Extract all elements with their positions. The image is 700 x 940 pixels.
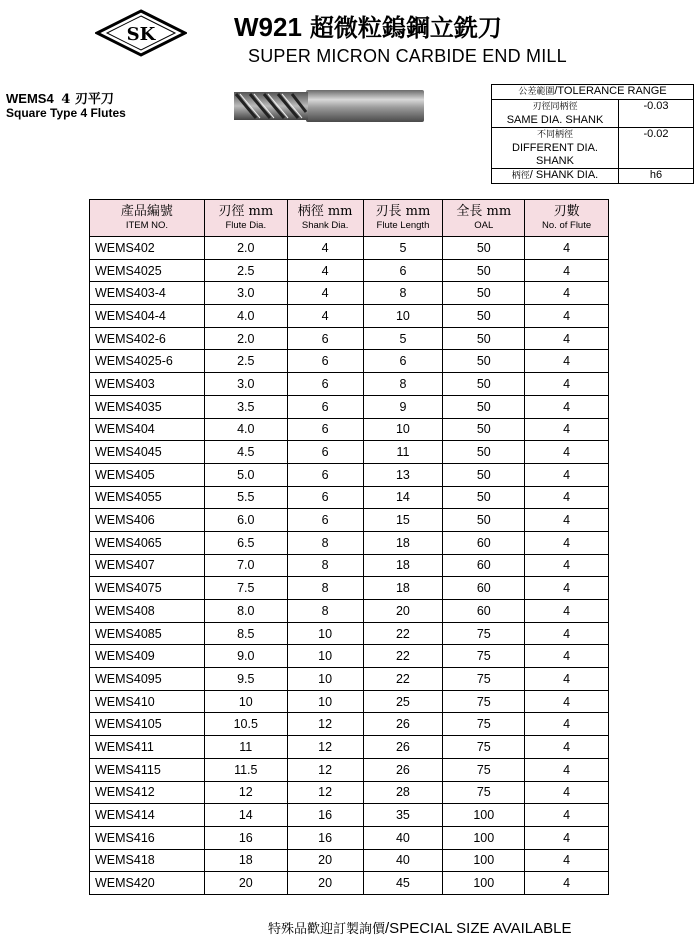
table-cell: 4: [525, 259, 609, 282]
table-cell: 20: [204, 872, 287, 895]
column-header-cn: 刃長 mm: [375, 204, 431, 219]
table-cell: WEMS404: [90, 418, 205, 441]
table-cell: 4: [525, 554, 609, 577]
table-cell: WEMS402-6: [90, 327, 205, 350]
table-cell: 60: [443, 577, 525, 600]
table-cell: 6: [287, 373, 363, 396]
table-cell: 18: [363, 577, 443, 600]
table-cell: 4: [525, 804, 609, 827]
column-header-cn: 刃徑 mm: [218, 204, 274, 219]
table-cell: 40: [363, 826, 443, 849]
table-cell: 4: [525, 736, 609, 759]
table-cell: 11.5: [204, 758, 287, 781]
table-cell: 4: [525, 395, 609, 418]
table-cell: 10: [287, 622, 363, 645]
table-cell: 50: [443, 237, 525, 260]
table-cell: 4: [287, 259, 363, 282]
table-cell: 25: [363, 690, 443, 713]
table-cell: 10: [204, 690, 287, 713]
table-cell: 5: [363, 327, 443, 350]
table-body: [90, 237, 609, 895]
table-cell: WEMS407: [90, 554, 205, 577]
table-cell: 16: [287, 804, 363, 827]
table-cell: 4: [525, 282, 609, 305]
table-cell: 75: [443, 645, 525, 668]
table-cell: 16: [204, 826, 287, 849]
table-cell: 28: [363, 781, 443, 804]
table-cell: 20: [287, 872, 363, 895]
table-row: [90, 305, 609, 328]
table-cell: WEMS418: [90, 849, 205, 872]
tolerance-value: h6: [619, 169, 694, 184]
table-cell: 18: [363, 531, 443, 554]
table-cell: 4.0: [204, 418, 287, 441]
table-cell: 14: [204, 804, 287, 827]
table-cell: 6: [363, 259, 443, 282]
table-cell: WEMS405: [90, 463, 205, 486]
table-row: [90, 758, 609, 781]
table-cell: 4: [287, 237, 363, 260]
table-cell: WEMS4025-6: [90, 350, 205, 373]
table-cell: 60: [443, 600, 525, 623]
column-header-en: ITEM NO.: [125, 220, 169, 231]
model-code: W921: [234, 12, 302, 42]
column-header: [443, 200, 525, 237]
table-row: [90, 668, 609, 691]
table-row: [90, 872, 609, 895]
table-cell: 11: [363, 441, 443, 464]
table-cell: 7.5: [204, 577, 287, 600]
table-cell: 4: [525, 305, 609, 328]
table-row: [90, 849, 609, 872]
table-cell: WEMS4115: [90, 758, 205, 781]
table-cell: 50: [443, 282, 525, 305]
table-row: [90, 736, 609, 759]
tolerance-label: 刃徑同柄徑 SAME DIA. SHANK: [492, 100, 619, 128]
table-cell: WEMS4075: [90, 577, 205, 600]
table-cell: 75: [443, 713, 525, 736]
table-cell: 8: [363, 282, 443, 305]
table-cell: 75: [443, 758, 525, 781]
table-cell: 2.0: [204, 327, 287, 350]
flutes-cn: 4 刃平刀: [61, 92, 114, 107]
table-cell: 8: [287, 531, 363, 554]
table-cell: WEMS411: [90, 736, 205, 759]
column-header-cn: 產品編號: [120, 204, 173, 219]
table-cell: 2.0: [204, 237, 287, 260]
table-cell: 10: [287, 645, 363, 668]
table-cell: 6: [287, 418, 363, 441]
column-header-en: No. of Flute: [542, 220, 592, 231]
table-cell: 16: [287, 826, 363, 849]
table-cell: 13: [363, 463, 443, 486]
table-row: [90, 531, 609, 554]
table-cell: 4: [525, 577, 609, 600]
table-cell: 6: [287, 509, 363, 532]
end-mill-image: [226, 84, 426, 128]
table-cell: 4: [525, 237, 609, 260]
table-cell: 6: [287, 441, 363, 464]
table-cell: 8.0: [204, 600, 287, 623]
table-cell: 4.5: [204, 441, 287, 464]
table-cell: 22: [363, 622, 443, 645]
table-cell: 4: [525, 350, 609, 373]
table-cell: 6.0: [204, 509, 287, 532]
table-cell: 10: [363, 418, 443, 441]
table-cell: WEMS4085: [90, 622, 205, 645]
table-cell: 75: [443, 781, 525, 804]
table-cell: 2.5: [204, 259, 287, 282]
table-cell: 50: [443, 373, 525, 396]
table-cell: 2.5: [204, 350, 287, 373]
table-cell: 100: [443, 826, 525, 849]
table-cell: 4: [525, 327, 609, 350]
column-header-en: OAL: [474, 220, 494, 231]
column-header-en: Flute Length: [376, 220, 430, 231]
table-cell: 6: [363, 350, 443, 373]
table-cell: WEMS4105: [90, 713, 205, 736]
table-cell: 75: [443, 668, 525, 691]
table-cell: 5: [363, 237, 443, 260]
table-cell: 75: [443, 622, 525, 645]
table-cell: 4: [525, 826, 609, 849]
table-row: [90, 826, 609, 849]
table-cell: 9: [363, 395, 443, 418]
table-cell: WEMS4095: [90, 668, 205, 691]
table-row: [90, 350, 609, 373]
series-code: WEMS4: [6, 91, 54, 106]
tolerance-value: -0.02: [619, 128, 694, 169]
table-cell: 8.5: [204, 622, 287, 645]
table-cell: 4: [525, 872, 609, 895]
table-header-row: [90, 200, 609, 237]
table-row: [90, 373, 609, 396]
table-row: [90, 282, 609, 305]
table-cell: 12: [287, 758, 363, 781]
table-cell: 40: [363, 849, 443, 872]
table-cell: 3.0: [204, 282, 287, 305]
table-cell: 8: [287, 600, 363, 623]
table-cell: 6.5: [204, 531, 287, 554]
table-cell: 10: [363, 305, 443, 328]
table-cell: 75: [443, 736, 525, 759]
table-cell: 75: [443, 690, 525, 713]
table-cell: 10.5: [204, 713, 287, 736]
table-cell: 9.0: [204, 645, 287, 668]
table-cell: 45: [363, 872, 443, 895]
table-cell: 12: [287, 781, 363, 804]
table-cell: 50: [443, 350, 525, 373]
table-cell: 5.5: [204, 486, 287, 509]
table-cell: 35: [363, 804, 443, 827]
table-cell: 4: [525, 463, 609, 486]
table-cell: 50: [443, 486, 525, 509]
table-cell: 18: [363, 554, 443, 577]
table-row: [90, 441, 609, 464]
table-cell: 8: [363, 373, 443, 396]
table-cell: 20: [287, 849, 363, 872]
table-row: [90, 509, 609, 532]
table-cell: WEMS402: [90, 237, 205, 260]
spec-table: [89, 199, 609, 895]
table-cell: 8: [287, 577, 363, 600]
table-row: [90, 690, 609, 713]
table-row: [90, 781, 609, 804]
sk-logo: [95, 9, 187, 57]
logo-text: SK: [126, 24, 156, 45]
table-cell: 4: [525, 622, 609, 645]
table-cell: 6: [287, 463, 363, 486]
title-en: SUPER MICRON CARBIDE END MILL: [248, 46, 567, 66]
table-cell: 4: [525, 758, 609, 781]
table-cell: 50: [443, 395, 525, 418]
table-cell: 26: [363, 713, 443, 736]
table-cell: 12: [287, 736, 363, 759]
table-row: [90, 259, 609, 282]
table-cell: 26: [363, 736, 443, 759]
table-cell: 5.0: [204, 463, 287, 486]
column-header-cn: 刃數: [553, 204, 580, 219]
table-cell: WEMS4045: [90, 441, 205, 464]
table-cell: 14: [363, 486, 443, 509]
column-header-en: Shank Dia.: [301, 220, 349, 231]
product-type: Square Type 4 Flutes: [6, 106, 126, 120]
table-cell: 22: [363, 668, 443, 691]
table-cell: WEMS420: [90, 872, 205, 895]
column-header-cn: 全長 mm: [456, 204, 512, 219]
table-cell: 60: [443, 554, 525, 577]
table-cell: 4: [525, 668, 609, 691]
table-cell: 3.0: [204, 373, 287, 396]
table-cell: 4.0: [204, 305, 287, 328]
table-cell: 4: [525, 441, 609, 464]
table-cell: 4: [525, 373, 609, 396]
table-row: [90, 327, 609, 350]
table-cell: 4: [525, 600, 609, 623]
table-cell: 100: [443, 804, 525, 827]
table-cell: 7.0: [204, 554, 287, 577]
table-cell: 18: [204, 849, 287, 872]
table-cell: 4: [525, 509, 609, 532]
table-cell: 4: [525, 713, 609, 736]
table-cell: 20: [363, 600, 443, 623]
table-row: [90, 237, 609, 260]
table-cell: 50: [443, 327, 525, 350]
table-cell: WEMS4035: [90, 395, 205, 418]
table-cell: 12: [204, 781, 287, 804]
table-cell: 4: [525, 486, 609, 509]
table-cell: 6: [287, 350, 363, 373]
table-row: [90, 463, 609, 486]
table-row: [90, 713, 609, 736]
table-cell: 4: [525, 645, 609, 668]
table-cell: WEMS408: [90, 600, 205, 623]
table-cell: 100: [443, 872, 525, 895]
footer-note: [268, 918, 572, 937]
table-cell: 50: [443, 463, 525, 486]
table-cell: 11: [204, 736, 287, 759]
column-header: [90, 200, 205, 237]
table-cell: WEMS403-4: [90, 282, 205, 305]
table-cell: WEMS409: [90, 645, 205, 668]
column-header: [287, 200, 363, 237]
table-cell: WEMS404-4: [90, 305, 205, 328]
column-header: [363, 200, 443, 237]
column-header: [204, 200, 287, 237]
tolerance-label: 柄徑/ SHANK DIA.: [492, 169, 619, 184]
table-cell: 4: [525, 849, 609, 872]
table-row: [90, 577, 609, 600]
product-series: [6, 88, 114, 107]
table-cell: 3.5: [204, 395, 287, 418]
table-cell: 6: [287, 327, 363, 350]
table-cell: 60: [443, 531, 525, 554]
column-header-en: Flute Dia.: [225, 220, 267, 231]
table-cell: 4: [287, 305, 363, 328]
table-cell: WEMS414: [90, 804, 205, 827]
title-cn: 超微粒鎢鋼立銑刀: [309, 13, 502, 42]
table-cell: 4: [525, 690, 609, 713]
table-cell: 4: [525, 418, 609, 441]
table-cell: 6: [287, 395, 363, 418]
column-header-cn: 柄徑 mm: [297, 204, 353, 219]
table-cell: WEMS4055: [90, 486, 205, 509]
table-cell: 6: [287, 486, 363, 509]
table-cell: WEMS4025: [90, 259, 205, 282]
footer-cn: 特殊品歡迎訂製詢價: [268, 922, 386, 937]
table-cell: 50: [443, 441, 525, 464]
table-row: [90, 418, 609, 441]
table-cell: 22: [363, 645, 443, 668]
table-cell: 4: [287, 282, 363, 305]
table-row: [90, 804, 609, 827]
table-cell: 100: [443, 849, 525, 872]
column-header: [525, 200, 609, 237]
table-cell: WEMS4065: [90, 531, 205, 554]
table-cell: 50: [443, 305, 525, 328]
table-cell: WEMS416: [90, 826, 205, 849]
table-cell: 15: [363, 509, 443, 532]
table-cell: 10: [287, 668, 363, 691]
table-row: [90, 554, 609, 577]
table-cell: WEMS406: [90, 509, 205, 532]
tolerance-table: [491, 84, 694, 184]
table-cell: 50: [443, 259, 525, 282]
table-cell: 10: [287, 690, 363, 713]
table-cell: WEMS410: [90, 690, 205, 713]
table-cell: WEMS403: [90, 373, 205, 396]
table-row: [90, 395, 609, 418]
table-cell: 12: [287, 713, 363, 736]
table-cell: 4: [525, 781, 609, 804]
table-cell: WEMS412: [90, 781, 205, 804]
table-row: [90, 622, 609, 645]
tolerance-value: -0.03: [619, 100, 694, 128]
footer-en: /SPECIAL SIZE AVAILABLE: [385, 920, 572, 937]
table-cell: 50: [443, 509, 525, 532]
table-row: [90, 645, 609, 668]
table-cell: 4: [525, 531, 609, 554]
table-cell: 26: [363, 758, 443, 781]
tolerance-label: 不同柄徑 DIFFERENT DIA. SHANK: [492, 128, 619, 169]
tolerance-header: 公差範圍/TOLERANCE RANGE: [492, 85, 694, 100]
page-title: [234, 8, 502, 43]
table-row: [90, 486, 609, 509]
table-row: [90, 600, 609, 623]
table-cell: 8: [287, 554, 363, 577]
table-cell: 9.5: [204, 668, 287, 691]
table-cell: 50: [443, 418, 525, 441]
